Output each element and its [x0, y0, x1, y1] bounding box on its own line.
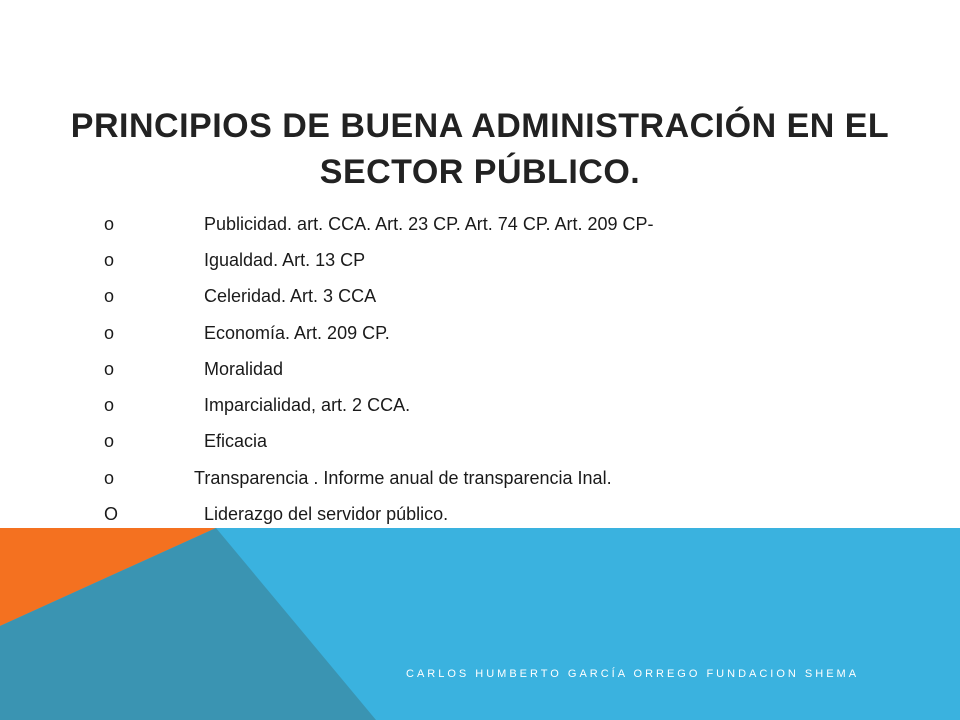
bullet-marker: o — [104, 249, 115, 270]
list-item-text: Imparcialidad, art. 2 CCA. — [204, 395, 411, 416]
list-item — [104, 242, 654, 278]
list-item — [104, 424, 654, 460]
bullet-marker: o — [104, 467, 115, 488]
principles-list — [104, 206, 654, 533]
list-item-text: Publicidad. art. CCA. Art. 23 CP. Art. 74 CP. Art. 209 CP- — [204, 213, 654, 234]
bullet-marker: o — [104, 213, 115, 234]
list-item — [104, 351, 654, 387]
footer-author: CARLOS HUMBERTO GARCÍA ORREGO FUNDACION SHEMA — [406, 668, 860, 680]
bullet-marker: o — [104, 286, 115, 307]
bullet-marker: o — [104, 431, 115, 452]
list-item-text: Igualdad. Art. 13 CP — [204, 249, 366, 270]
bullet-marker: O — [104, 504, 119, 525]
list-item — [104, 315, 654, 351]
bullet-marker: o — [104, 322, 115, 343]
list-item — [104, 460, 654, 496]
bullet-marker: o — [104, 358, 115, 379]
list-item-text: Transparencia . Informe anual de transparencia Inal. — [194, 467, 612, 488]
decorative-background — [0, 528, 960, 720]
list-item — [104, 279, 654, 315]
bullet-marker: o — [104, 395, 115, 416]
list-item-text: Moralidad — [204, 358, 284, 379]
list-item — [104, 387, 654, 423]
list-item-text: Liderazgo del servidor público. — [204, 504, 449, 525]
list-item-text: Celeridad. Art. 3 CCA — [204, 286, 377, 307]
slide-title: PRINCIPIOS DE BUENA ADMINISTRACIÓN EN EL SECTOR PÚBLICO. — [70, 106, 890, 191]
list-item-text: Eficacia — [204, 431, 268, 452]
list-item — [104, 206, 654, 242]
list-item-text: Economía. Art. 209 CP. — [204, 322, 390, 343]
